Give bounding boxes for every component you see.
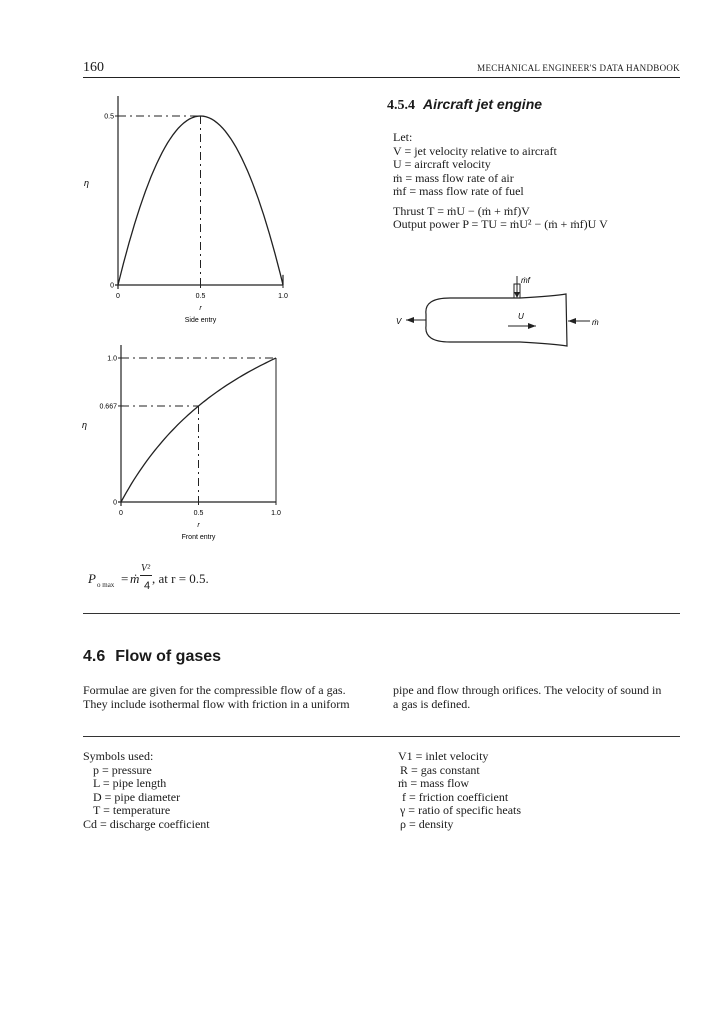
thrust-eq: Thrust T = ṁU − (ṁ + ṁf)V: [393, 203, 530, 218]
def-v: V = jet velocity relative to aircraft: [393, 143, 557, 158]
section-46-number: 4.6: [83, 648, 106, 665]
let-text: Let:: [393, 130, 413, 144]
label-v: V: [396, 317, 402, 326]
symbols-heading: Symbols used:: [83, 749, 154, 763]
symbol-item: L = pipe length: [93, 776, 167, 790]
header-rule: [83, 77, 680, 78]
section-rule-2: [83, 736, 680, 737]
intro-left-line-2: They include isothermal flow with friction in a uniform: [83, 696, 350, 711]
symbol-item: γ = ratio of specific heats: [400, 803, 522, 817]
x-tick-label: 0: [119, 510, 123, 517]
side-entry-plot: [84, 96, 288, 324]
front-entry-chart: [80, 340, 310, 550]
label-mf: ṁf: [521, 276, 530, 285]
x-tick-label: 1.0: [271, 510, 281, 517]
y-tick-label: 0.5: [104, 113, 114, 121]
chart-title: Side entry: [184, 317, 217, 324]
intro-right: [393, 684, 661, 711]
symbol-item: D = pipe diameter: [93, 789, 181, 804]
x-axis-label: r: [197, 522, 200, 529]
intro-left: [83, 684, 350, 711]
y-axis-label: η: [82, 420, 87, 430]
fuel-arrowhead: [514, 292, 520, 298]
intro-right-line-1: pipe and flow through orifices. The velocity of sound in: [393, 683, 662, 697]
front-entry-plot: [82, 345, 281, 541]
side-entry-chart: [80, 88, 310, 338]
x-tick-label: 0.5: [195, 293, 206, 300]
pmax-mdot: ṁ: [130, 571, 140, 586]
section-454-body: [393, 131, 608, 232]
symbol-item: R = gas constant: [400, 762, 480, 777]
section-46-title: [83, 648, 221, 666]
y-tick-label: 0: [110, 282, 114, 290]
symbol-item: T = temperature: [93, 803, 171, 817]
section-46-heading: Flow of gases: [115, 648, 222, 665]
symbol-item: Cd = discharge coefficient: [83, 816, 210, 831]
y-tick-label: 1.0: [107, 355, 117, 363]
def-u: U = aircraft velocity: [393, 157, 491, 171]
running-head: MECHANICAL ENGINEER'S DATA HANDBOOK: [477, 63, 680, 73]
pmax-numerator: V²: [141, 563, 151, 574]
pmax-formula: [88, 563, 288, 597]
symbols-left: [83, 750, 210, 831]
fraction-bar: [140, 575, 152, 576]
symbol-item: ρ = density: [400, 816, 454, 831]
x-tick-label: 1.0: [278, 293, 288, 300]
symbol-item: V1 = inlet velocity: [398, 749, 489, 763]
engine-body: [426, 294, 567, 346]
chart-title: Front entry: [181, 534, 216, 541]
y-tick-label: 0.667: [99, 403, 117, 411]
section-rule-1: [83, 613, 680, 614]
jet-engine-diagram: [390, 270, 610, 360]
pmax-denominator: 4: [144, 580, 151, 592]
x-axis-label: r: [199, 305, 202, 312]
jet-arrowhead: [406, 317, 414, 323]
y-tick-label: 0: [113, 499, 117, 507]
velocity-arrowhead: [528, 323, 536, 329]
symbol-item: p = pressure: [93, 762, 152, 777]
page-number: 160: [83, 60, 104, 75]
symbol-item: f = friction coefficient: [402, 789, 509, 804]
air-arrowhead: [568, 318, 576, 324]
pmax-lhs: P: [88, 571, 96, 586]
intro-right-line-2: a gas is defined.: [393, 696, 471, 711]
pmax-equals: =: [121, 571, 129, 586]
symbol-item: ṁ = mass flow: [398, 776, 470, 790]
section-454-number: 4.5.4: [387, 98, 415, 113]
def-mf: ṁf = mass flow rate of fuel: [393, 184, 524, 198]
y-axis-label: η: [84, 178, 89, 188]
intro-left-line-1: Formulae are given for the compressible flow of a gas.: [83, 683, 346, 697]
label-mdot: ṁ: [592, 318, 599, 327]
x-tick-label: 0: [116, 293, 120, 300]
x-tick-label: 0.5: [193, 510, 204, 517]
symbols-right: [398, 750, 521, 831]
def-mdot: ṁ = mass flow rate of air: [393, 170, 514, 185]
section-454-title: [387, 96, 542, 114]
section-454-heading: Aircraft jet engine: [423, 96, 543, 112]
pmax-subscript: o max: [97, 581, 115, 589]
label-u: U: [518, 312, 524, 321]
power-eq: Output power P = TU = ṁU² − (ṁ + ṁf)U V: [393, 217, 608, 231]
pmax-tail: , at r = 0.5.: [152, 571, 209, 586]
